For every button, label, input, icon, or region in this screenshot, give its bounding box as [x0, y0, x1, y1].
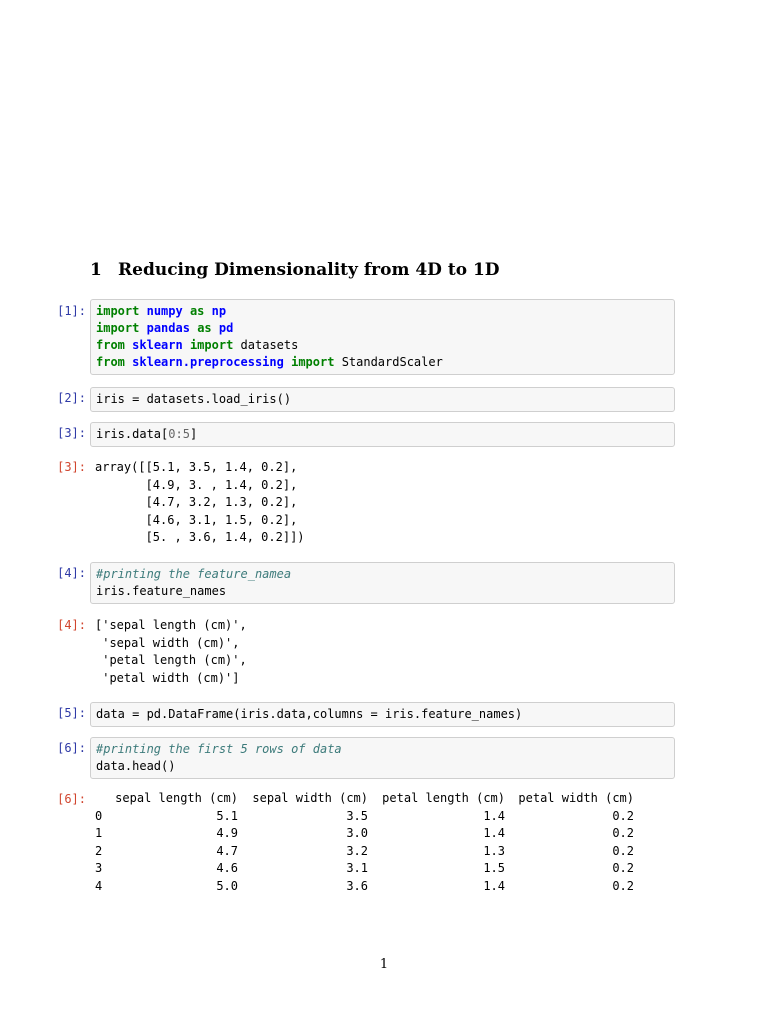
- cell-value: 3.1: [346, 861, 368, 875]
- code-input-box[interactable]: [90, 702, 675, 727]
- code-input-box[interactable]: [90, 299, 675, 375]
- row-index: 3: [95, 861, 103, 875]
- table-row: [95, 878, 634, 896]
- cell-value: 1.4: [483, 826, 505, 840]
- input-prompt: [6]:: [57, 741, 86, 755]
- input-prompt: [2]:: [57, 391, 86, 405]
- input-prompt: [3]:: [57, 426, 86, 440]
- section-number: 1: [90, 260, 102, 280]
- cell-output: array([[5.1, 3.5, 1.4, 0.2], [4.9, 3. , 1.4, 0.2], [4.7, 3.2, 1.3, 0.2], [4.6, 3.1, 1.5, 0.2], [5. , 3.6, 1.4, 0.2]]): [95, 460, 305, 544]
- cell-value: 4.6: [216, 861, 238, 875]
- row-index: 0: [95, 808, 103, 823]
- code-text: data = pd.DataFrame(iris.data,columns = iris.feature_names): [96, 707, 523, 721]
- row-index: 2: [95, 843, 103, 858]
- cell-value: 1.5: [483, 861, 505, 875]
- input-prompt: [5]:: [57, 706, 86, 720]
- code-input-box[interactable]: [90, 562, 675, 604]
- page-number: 1: [379, 957, 389, 972]
- code-input-box[interactable]: [90, 737, 675, 779]
- cell-value: 4.9: [216, 826, 238, 840]
- cell-value: 1.3: [483, 843, 505, 858]
- cell-value: 0.2: [612, 826, 634, 840]
- code-input-box[interactable]: [90, 387, 675, 412]
- cell-value: 3.5: [346, 808, 368, 823]
- input-prompt: [4]:: [57, 566, 86, 580]
- output-prompt: [6]:: [57, 792, 86, 806]
- dataframe-table: [95, 790, 634, 895]
- cell-value: 4.7: [216, 843, 238, 858]
- code-input-box[interactable]: [90, 422, 675, 447]
- column-header: sepal length (cm): [115, 791, 238, 805]
- row-index: 4: [95, 878, 103, 893]
- column-header: petal width (cm): [518, 791, 634, 805]
- cell-value: 0.2: [612, 861, 634, 875]
- cell-value: 1.4: [483, 878, 505, 893]
- cell-value: 3.0: [346, 826, 368, 840]
- section-heading: [90, 260, 500, 280]
- cell-output: ['sepal length (cm)', 'sepal width (cm)', 'petal length (cm)', 'petal width (cm)']: [95, 618, 247, 685]
- cell-value: 0.2: [612, 808, 634, 823]
- code-text: #printing the feature_namea iris.feature_names: [96, 567, 292, 598]
- table-row: [95, 860, 634, 878]
- cell-value: 3.6: [346, 878, 368, 893]
- row-index: 1: [95, 826, 103, 840]
- code-text: iris = datasets.load_iris(): [96, 392, 292, 406]
- cell-value: 0.2: [612, 843, 634, 858]
- cell-value: 5.0: [216, 878, 238, 893]
- table-row: [95, 825, 634, 843]
- code-text: import numpy as np import pandas as pd from sklearn import datasets from sklearn.preprocessing import StandardScaler: [96, 304, 443, 369]
- table-header-row: [95, 790, 634, 808]
- cell-value: 5.1: [216, 808, 238, 823]
- cell-value: 0.2: [612, 878, 634, 893]
- table-row: [95, 808, 634, 826]
- code-text: #printing the first 5 rows of data data.head(): [96, 742, 342, 773]
- cell-value: 1.4: [483, 808, 505, 823]
- cell-value: 3.2: [346, 843, 368, 858]
- code-text: iris.data[0:5]: [96, 427, 198, 441]
- input-prompt: [1]:: [57, 304, 86, 318]
- output-prompt: [3]:: [57, 460, 86, 474]
- column-header: petal length (cm): [382, 791, 505, 805]
- column-header: sepal width (cm): [252, 791, 368, 805]
- output-prompt: [4]:: [57, 618, 86, 632]
- section-title: Reducing Dimensionality from 4D to 1D: [118, 260, 500, 280]
- table-row: [95, 843, 634, 861]
